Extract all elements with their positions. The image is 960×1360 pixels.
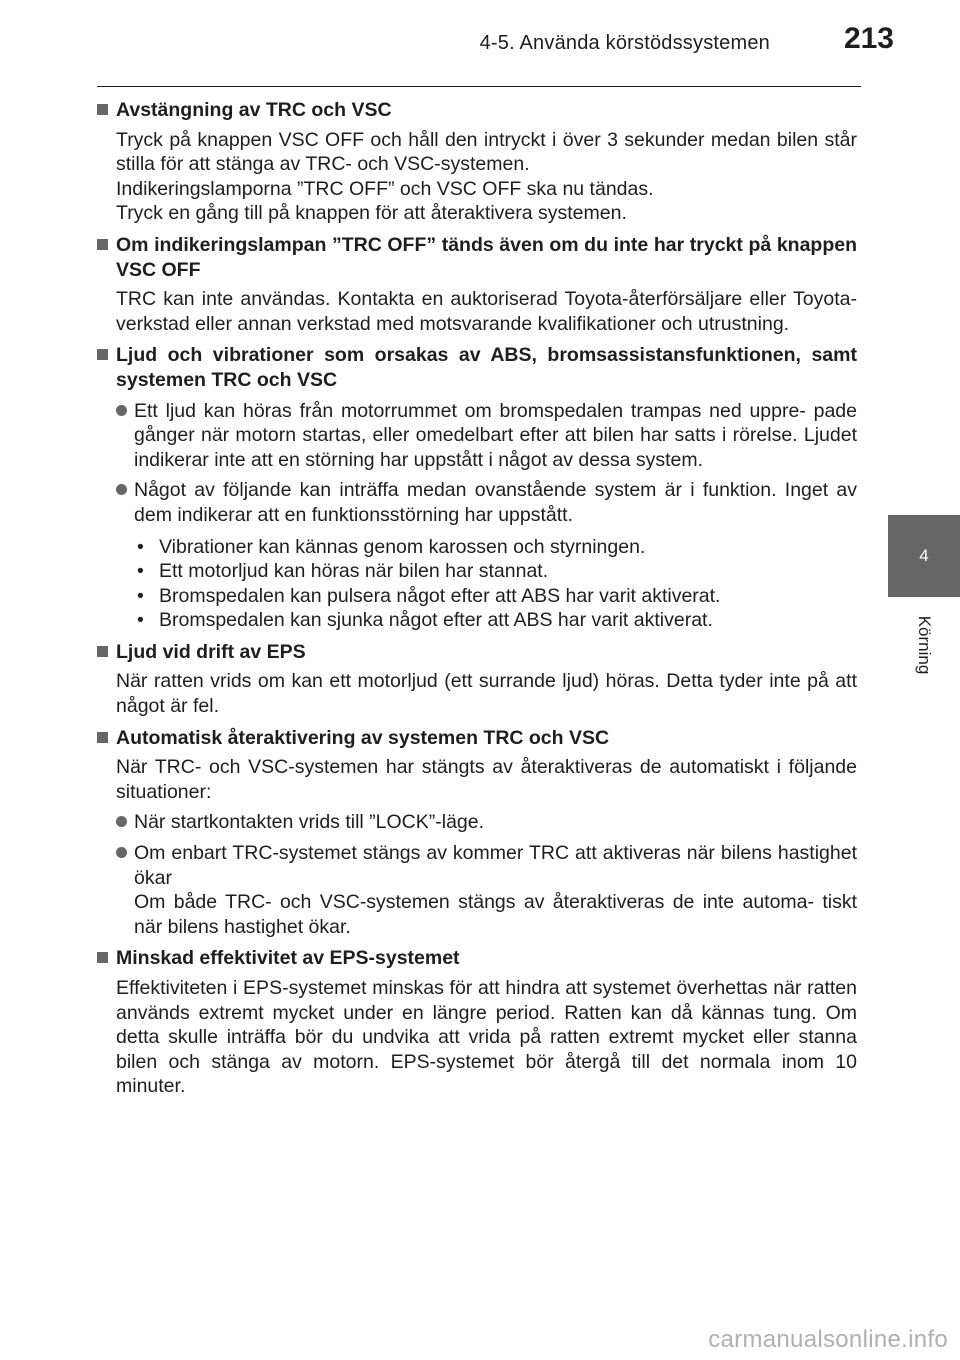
paragraph: Tryck på knappen VSC OFF och håll den intryckt i över 3 sekunder medan bilen står stilla för att stänga av TRC- och VSC-systemen. Indikeringslamporna ”TRC OFF” och VSC OFF ska nu tändas. Tryck en gång till på knappen för att återaktivera systemen.: [116, 128, 857, 225]
chapter-label-box: [888, 605, 960, 685]
sub-list-item: • Bromspedalen kan pulsera något efter att ABS har varit aktiverat.: [137, 584, 721, 607]
square-bullet-icon: [97, 952, 108, 963]
list-item: Något av följande kan inträffa medan ovanstående system är i funktion. Inget av dem indikerar att en funktionsstörning har uppstått.: [116, 478, 857, 527]
square-bullet-icon: [97, 104, 108, 115]
section-heading: Minskad effektivitet av EPS-systemet: [97, 946, 857, 971]
list-item: Ett ljud kan höras från motorrummet om bromspedalen trampas ned uppre- pade gånger när motorn startas, eller omedelbart efter att bilen har satts i rörelse. Ljudet indikerar inte att en störning har uppstått i något av dessa system.: [116, 399, 857, 473]
square-bullet-icon: [97, 646, 108, 657]
section-trc-off-lamp: [97, 233, 857, 336]
paragraph: När ratten vrids om kan ett motorljud (ett surrande ljud) höras. Detta tyder inte på att något är fel.: [116, 670, 857, 718]
section-heading: Avstängning av TRC och VSC: [97, 98, 857, 123]
section-eps-noise: [97, 640, 857, 719]
paragraph: Effektiviteten i EPS-systemet minskas för att hindra att systemet överhettas när ratten används extremt mycket under en längre period. Ratten kan då kännas tung. Om detta skulle inträffa bör du undvika att vrida på ratten extremt mycket eller stanna bilen och stänga av motorn. EPS-systemet bör återgå till det normala inom 10 minuter.: [116, 977, 857, 1098]
chapter-label: Körning: [915, 615, 934, 675]
square-bullet-icon: [97, 732, 108, 743]
sub-list-item: • Bromspedalen kan sjunka något efter att ABS har varit aktiverat.: [137, 609, 713, 632]
section-heading: Ljud vid drift av EPS: [97, 640, 857, 665]
square-bullet-icon: [97, 239, 108, 250]
paragraph: TRC kan inte användas. Kontakta en auktoriserad Toyota-återförsäljare eller Toyota-verkstad eller annan verkstad med motsvarande kvalifikationer och utrustning.: [116, 288, 857, 335]
square-bullet-icon: [97, 349, 108, 360]
section-heading: Automatisk återaktivering av systemen TRC och VSC: [97, 726, 857, 751]
circle-bullet-icon: [116, 816, 127, 827]
page-header-section: 4-5. Använda körstödssystemen: [479, 32, 770, 54]
page-number: 213: [843, 22, 894, 55]
sub-list-item: • Vibrationer kan kännas genom karossen och styrningen.: [137, 535, 646, 558]
sub-list: [135, 535, 857, 633]
circle-bullet-icon: [116, 847, 127, 858]
section-auto-reactivation: [97, 726, 857, 940]
main-content: [97, 98, 857, 1106]
section-eps-efficiency: [97, 946, 857, 1099]
section-heading: Om indikeringslampan ”TRC OFF” tänds även om du inte har tryckt på knappen VSC OFF: [97, 233, 857, 282]
section-heading: Ljud och vibrationer som orsakas av ABS, bromsassistansfunktionen, samt systemen TRC och VSC: [97, 343, 857, 392]
watermark: carmanualsonline.info: [708, 1326, 948, 1353]
chapter-tab[interactable]: [888, 515, 960, 597]
circle-bullet-icon: [116, 484, 127, 495]
circle-bullet-icon: [116, 405, 127, 416]
list-item: Om enbart TRC-systemet stängs av kommer TRC att aktiveras när bilens hastighet ökar Om både TRC- och VSC-systemen stängs av återaktiveras de inte automa- tiskt när bilens hastighet ökar.: [116, 841, 857, 939]
section-trc-vsc-off: [97, 98, 857, 226]
header-rule: [97, 86, 861, 87]
paragraph: När TRC- och VSC-systemen har stängts av återaktiveras de automatiskt i följande situationer:: [116, 756, 857, 803]
section-abs-noise: [97, 343, 857, 633]
list-item: När startkontakten vrids till ”LOCK”-läge.: [116, 810, 857, 835]
chapter-number: 4: [919, 546, 929, 565]
sub-list-item: • Ett motorljud kan höras när bilen har stannat.: [137, 560, 549, 583]
